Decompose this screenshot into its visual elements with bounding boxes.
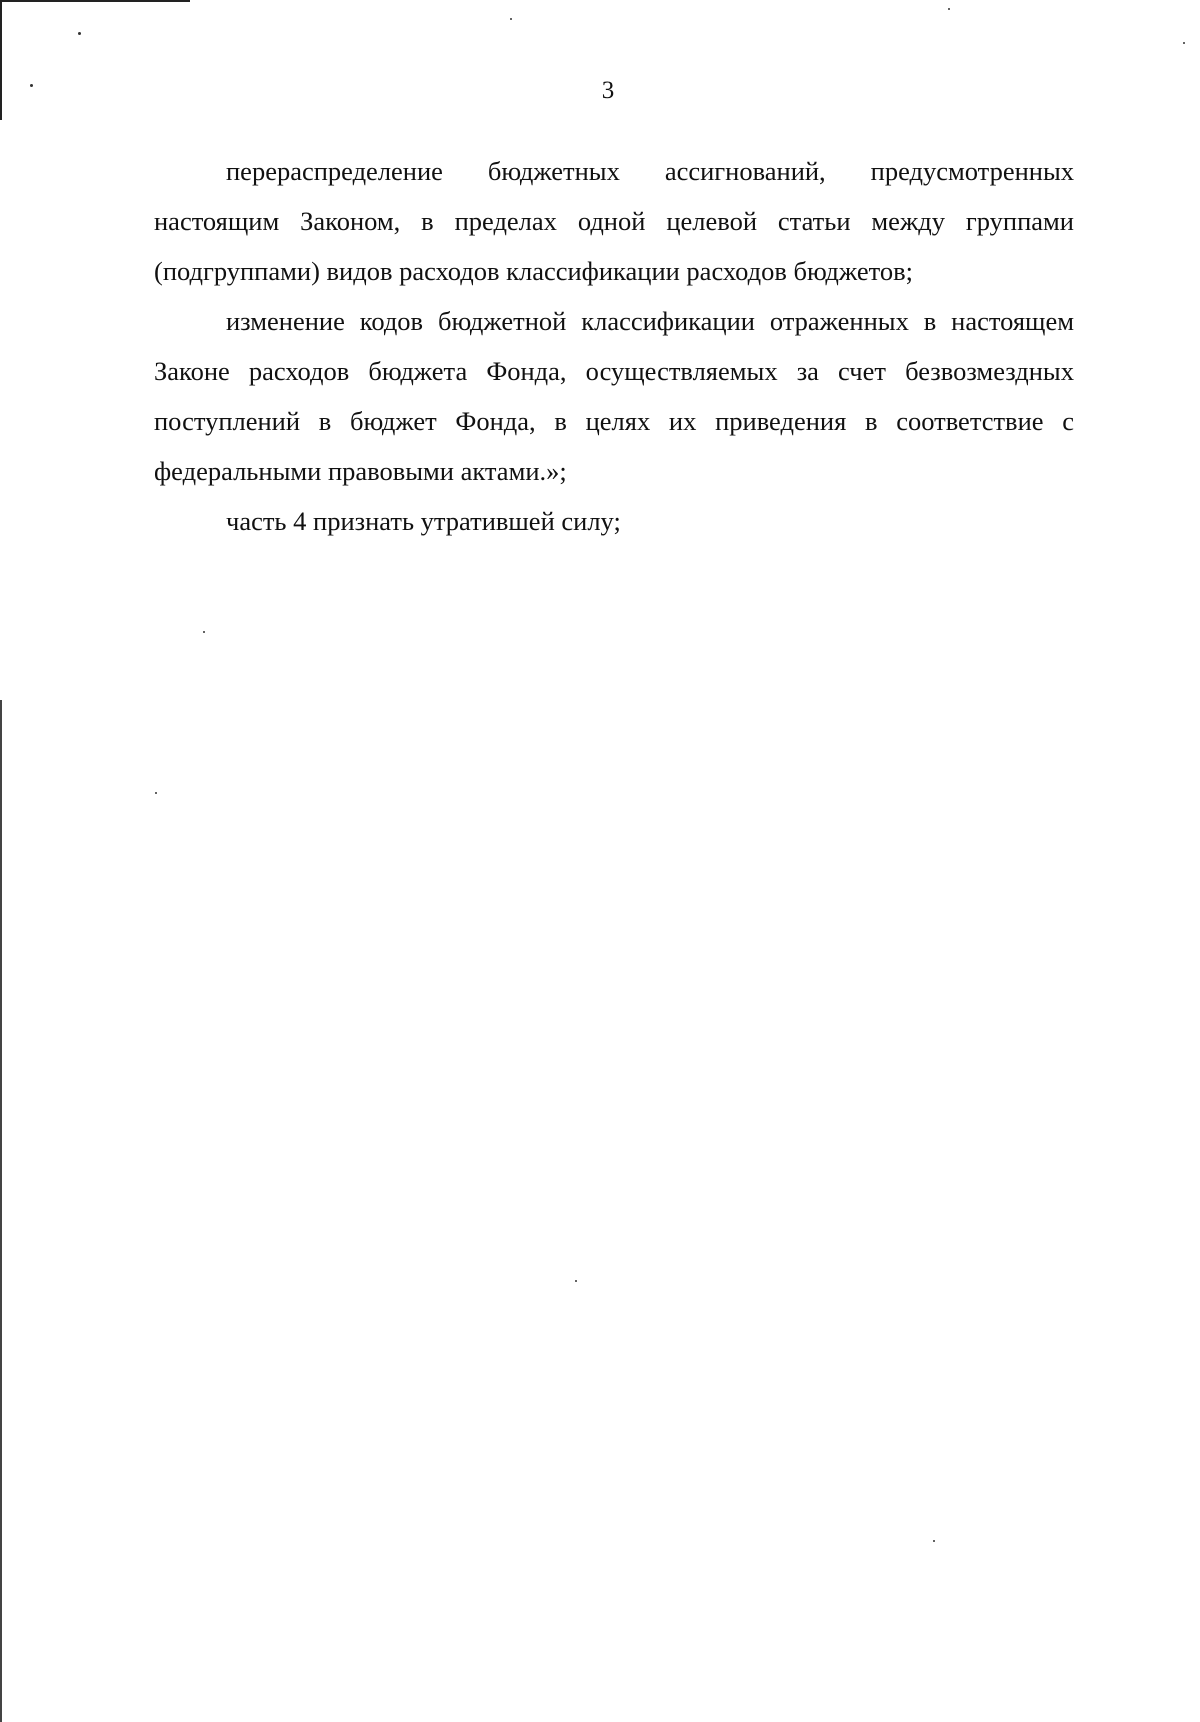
- scan-edge-left-lower: [0, 700, 2, 1722]
- scan-speck: [948, 8, 950, 10]
- scan-speck: [575, 1280, 577, 1282]
- scan-speck: [1183, 42, 1185, 44]
- paragraph-code-change: изменение кодов бюджетной классификации отраженных в настоящем Законе расходов бюджета Фонда, осуществляемых за счет безвозмездных поступлений в бюджет Фонда, в целях их приведения в соответствие с федеральными правовыми актами.»;: [154, 306, 1074, 486]
- scan-speck: [78, 32, 81, 35]
- document-body: [154, 146, 1074, 546]
- scan-speck: [933, 1540, 935, 1542]
- page-number: 3: [601, 77, 615, 104]
- scan-speck: [203, 631, 205, 633]
- paragraph-reallocation: перераспределение бюджетных ассигнований, предусмотренных настоящим Законом, в пределах одной целевой статьи между группами (подгруппами) видов расходов классификации расходов бюджетов;: [154, 156, 1074, 286]
- scan-edge-top: [0, 0, 190, 2]
- paragraph-part-4-repeal: часть 4 признать утратившей силу;: [226, 506, 621, 536]
- scan-speck: [510, 18, 512, 20]
- scan-speck: [155, 792, 157, 794]
